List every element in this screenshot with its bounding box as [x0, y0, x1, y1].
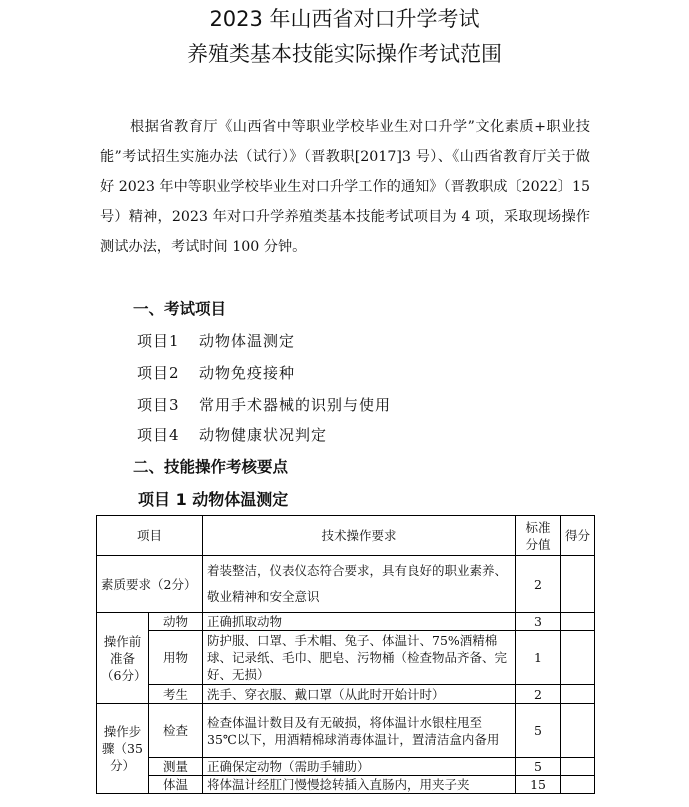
row-sub-label: 考生: [149, 685, 203, 704]
item-text: 动物体温测定: [199, 332, 296, 350]
row-sub-label: 检查: [149, 704, 203, 758]
item-number: 项目2: [137, 364, 180, 382]
project-title: 项目 1 动物体温测定: [138, 490, 289, 509]
table-header-row: [97, 516, 595, 556]
item-text: 动物健康状况判定: [199, 426, 328, 444]
row-sub-label: 体温: [149, 776, 203, 794]
row-requirement: 着装整洁，仪表仪态符合要求，具有良好的职业素养、敬业精神和安全意识: [203, 556, 516, 613]
header-requirement: 技术操作要求: [203, 516, 516, 556]
row-requirement: 将体温计经肛门慢慢捻转插入直肠内，用夹子夹: [203, 776, 516, 794]
document-title-line2: 养殖类基本技能实际操作考试范围: [187, 42, 502, 66]
row-obtained: [561, 685, 595, 704]
table-row: [97, 556, 595, 613]
row-obtained: [561, 556, 595, 613]
group-label-steps: 操作步骤（35分）: [97, 704, 149, 794]
group-label-preparation: 操作前准备（6分）: [97, 613, 149, 704]
item-number: 项目3: [137, 396, 180, 414]
row-obtained: [561, 704, 595, 758]
row-sub-label: 测量: [149, 758, 203, 776]
row-sub-label: 用物: [149, 631, 203, 685]
row-score: 3: [516, 613, 561, 631]
table-row: [97, 631, 595, 685]
list-item: [137, 362, 295, 383]
header-item: 项目: [97, 516, 203, 556]
row-score: 5: [516, 704, 561, 758]
row-requirement: 正确抓取动物: [203, 613, 516, 631]
section-heading-key-points: 二、技能操作考核要点: [133, 458, 289, 476]
table-row: [97, 685, 595, 704]
row-obtained: [561, 613, 595, 631]
row-requirement: 正确保定动物（需助手辅助）: [203, 758, 516, 776]
list-item: [137, 424, 327, 445]
list-item: [137, 330, 295, 351]
scoring-table: [96, 515, 595, 794]
header-obtained: 得分: [561, 516, 595, 556]
row-score: 1: [516, 631, 561, 685]
row-score: 2: [516, 556, 561, 613]
table-row: [97, 758, 595, 776]
row-obtained: [561, 758, 595, 776]
row-score: 2: [516, 685, 561, 704]
intro-paragraph: 根据省教育厅《山西省中等职业学校毕业生对口升学”文化素质+职业技能”考试招生实施办法（试行）》（晋教职[2017]3 号）、《山西省教育厅关于做好 2023 年中等职业学校毕业生对口升学工作的通知》（晋教职成〔2022〕15 号）精神，2023 年对口升学养殖类基本技能考试项目为 4 项，采取现场操作测试办法，考试时间 100 分钟。: [100, 119, 590, 255]
row-requirement: 防护服、口罩、手术帽、兔子、体温计、75%酒精棉球、记录纸、毛巾、肥皂、污物桶（检查物品齐备、完好、无损）: [203, 631, 516, 685]
item-text: 常用手术器械的识别与使用: [199, 396, 392, 414]
table-row: [97, 704, 595, 758]
row-obtained: [561, 631, 595, 685]
row-sub-label: 动物: [149, 613, 203, 631]
row-label: 素质要求（2分）: [97, 556, 203, 613]
item-text: 动物免疫接种: [199, 364, 296, 382]
table-row: [97, 613, 595, 631]
row-score: 5: [516, 758, 561, 776]
row-score: 15: [516, 776, 561, 794]
document-title-line1: 2023 年山西省对口升学考试: [209, 7, 480, 31]
section-heading-exam-items: 一、考试项目: [133, 300, 227, 318]
row-requirement: 洗手、穿衣服、戴口罩（从此时开始计时）: [203, 685, 516, 704]
row-requirement: 检查体温计数目及有无破损，将体温计水银柱甩至 35℃以下，用酒精棉球消毒体温计，置清洁盒内备用: [203, 704, 516, 758]
table-row: [97, 776, 595, 794]
item-number: 项目1: [137, 332, 180, 350]
header-score: 标准分值: [516, 516, 561, 556]
row-obtained: [561, 776, 595, 794]
item-number: 项目4: [137, 426, 180, 444]
list-item: [137, 394, 391, 415]
